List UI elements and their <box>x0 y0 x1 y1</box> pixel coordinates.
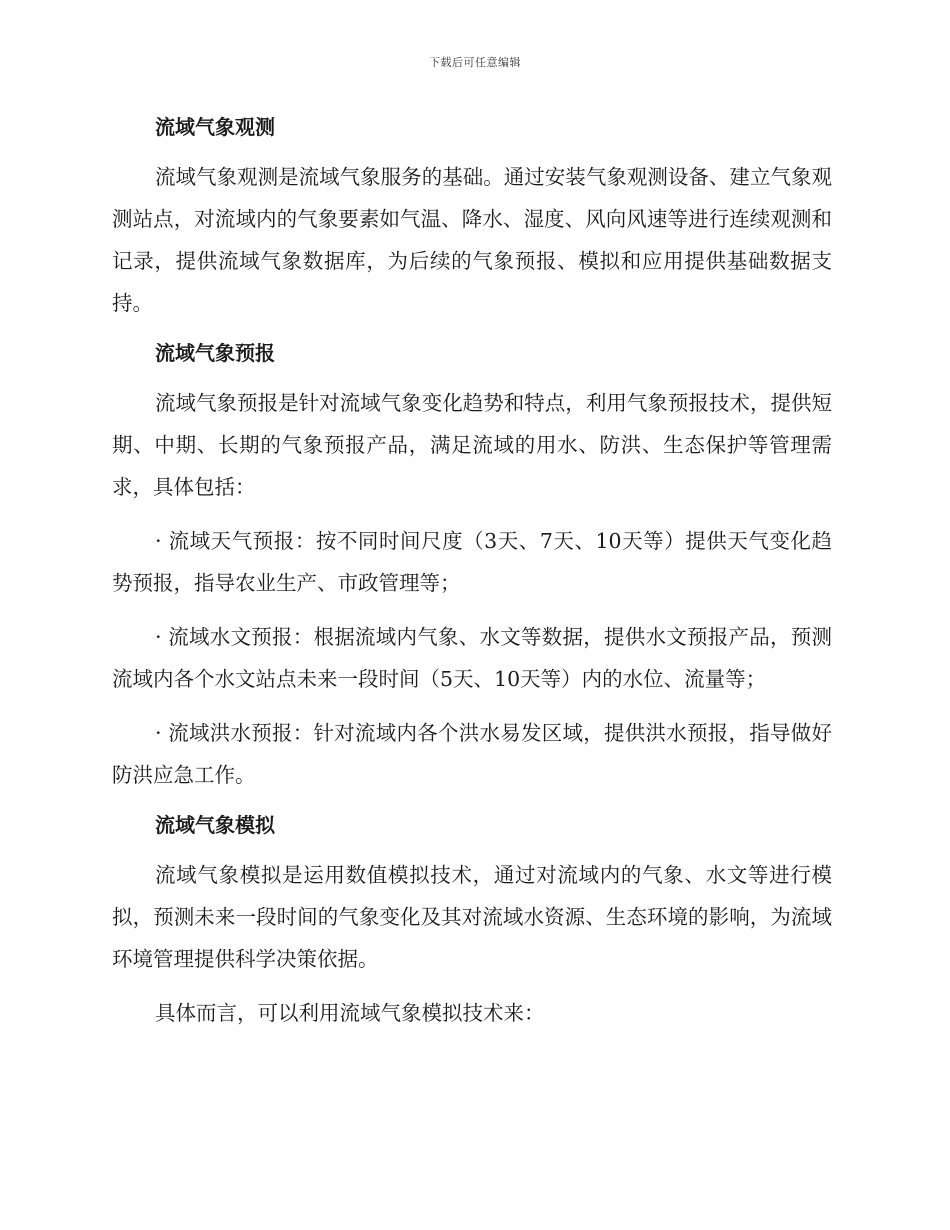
forecast-item-hydrology: · 流域水文预报：根据流域内气象、水文等数据，提供水文预报产品，预测流域内各个水文站点未来一段时间（5天、10天等）内的水位、流量等； <box>112 625 832 691</box>
section-heading-forecast: 流域气象预报 <box>155 341 275 365</box>
forecast-item-weather: · 流域天气预报：按不同时间尺度（3天、7天、10天等）提供天气变化趋势预报，指导农业生产、市政管理等； <box>112 529 832 595</box>
observation-paragraph: 流域气象观测是流域气象服务的基础。通过安装气象观测设备、建立气象观测站点，对流域内的气象要素如气温、降水、湿度、风向风速等进行连续观测和记录，提供流域气象数据库，为后续的气象预报、模拟和应用提供基础数据支持。 <box>112 165 832 315</box>
simulation-paragraph: 流域气象模拟是运用数值模拟技术，通过对流域内的气象、水文等进行模拟，预测未来一段时间的气象变化及其对流域水资源、生态环境的影响，为流域环境管理提供科学决策依据。 <box>112 863 832 971</box>
simulation-followup: 具体而言，可以利用流域气象模拟技术来： <box>155 1001 545 1025</box>
document-content <box>112 110 832 1046</box>
forecast-paragraph: 流域气象预报是针对流域气象变化趋势和特点，利用气象预报技术，提供短期、中期、长期的气象预报产品，满足流域的用水、防洪、生态保护等管理需求，具体包括： <box>112 391 832 499</box>
section-heading-simulation: 流域气象模拟 <box>155 813 275 837</box>
forecast-item-flood: · 流域洪水预报：针对流域内各个洪水易发区域，提供洪水预报，指导做好防洪应急工作。 <box>112 721 832 787</box>
section-heading-observation: 流域气象观测 <box>155 115 275 139</box>
header-note: 下载后可任意编辑 <box>429 56 521 69</box>
